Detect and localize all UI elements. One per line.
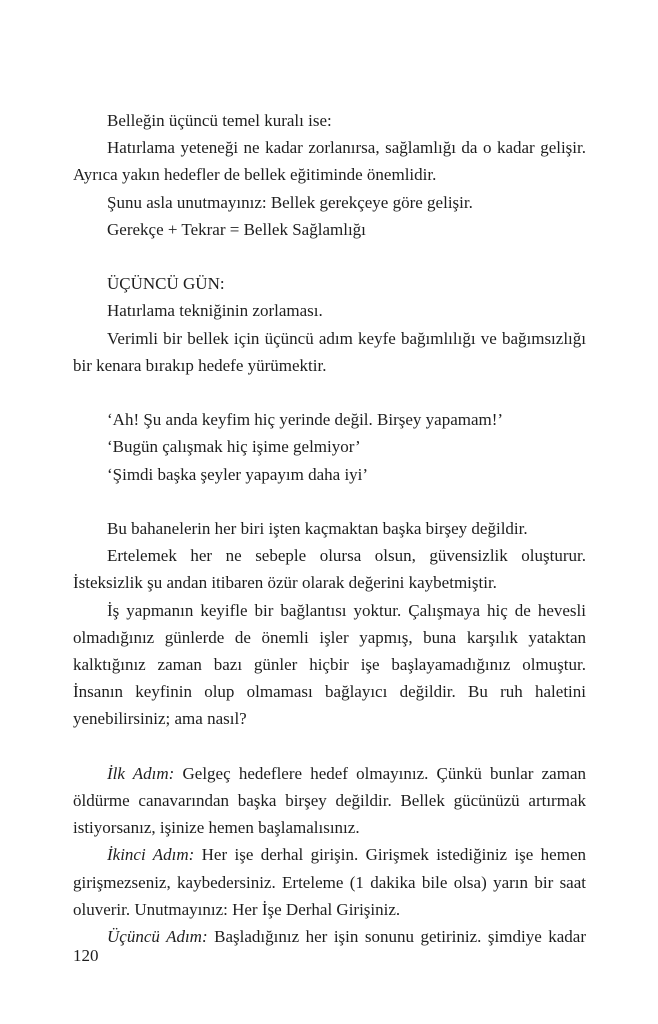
paragraph: Hatırlama yeteneği ne kadar zorlanırsa, sağlamlığı da o kadar gelişir. Ayrıca yakın hedefler de bellek eğitiminde önemlidir. xyxy=(73,138,586,185)
spacer xyxy=(73,379,586,406)
step-label: Üçüncü Adım: xyxy=(107,927,208,947)
page-body xyxy=(73,107,586,950)
paragraph: Şunu asla unutmayınız: Bellek gerekçeye göre gelişir. xyxy=(107,192,473,212)
section-heading: ÜÇÜNCÜ GÜN: xyxy=(107,274,225,294)
step-text: Gelgeç hedeflere hedef olmayınız. Çünkü bunlar zaman öldürme canavarından başka birşey değildir. Bellek gücünüzü artırmak istiyorsanız, işinize hemen başlamalısınız. xyxy=(73,763,586,838)
step-paragraph xyxy=(73,760,586,842)
spacer xyxy=(73,488,586,515)
step-label: İlk Adım: xyxy=(107,763,175,783)
step-paragraph xyxy=(73,841,586,923)
paragraph: Belleğin üçüncü temel kuralı ise: xyxy=(107,111,332,130)
step-text: Başladığınız her işin sonunu getiriniz. şimdiye kadar xyxy=(207,927,586,947)
spacer xyxy=(73,243,586,270)
spacer xyxy=(73,733,586,760)
paragraph: İş yapmanın keyifle bir bağlantısı yoktur. Çalışmaya hiç de hevesli olmadığınız günlerde de önemli işler yapmış, buna karşılık yataktan kalktığınız zaman bazı günler hiçbir işe başlayamadığınız olmuştur. İnsanın keyfinin olup olmaması bağlayıcı değildir. Bu ruh haletini yenebilirsiniz; ama nasıl? xyxy=(73,600,586,729)
step-paragraph xyxy=(73,923,586,950)
paragraph: Gerekçe + Tekrar = Bellek Sağlamlığı xyxy=(107,219,366,239)
step-text: Her işe derhal girişin. Girişmek istediğiniz işe hemen girişmezseniz, kaybedersiniz. Erteleme (1 dakika bile olsa) yarın bir saat oluverir. Unutmayınız: Her İşe Derhal Girişiniz. xyxy=(73,845,586,919)
step-label: İkinci Adım: xyxy=(107,845,195,865)
quote-line: ‘Ah! Şu anda keyfim hiç yerinde değil. Birşey yapamam!’ xyxy=(107,410,504,430)
paragraph: Hatırlama tekniğinin zorlaması. xyxy=(107,301,323,321)
quote-line: ‘Şimdi başka şeyler yapayım daha iyi’ xyxy=(107,464,369,484)
paragraph: Verimli bir bellek için üçüncü adım keyfe bağımlılığı ve bağımsızlığı bir kenara bırakıp hedefe yürümektir. xyxy=(73,328,586,375)
page-number: 120 xyxy=(73,946,99,965)
paragraph: Bu bahanelerin her biri işten kaçmaktan başka birşey değildir. xyxy=(107,519,528,538)
paragraph: Ertelemek her ne sebeple olursa olsun, güvensizlik oluşturur. İsteksizlik şu andan itibaren özür olarak değerini kaybetmiştir. xyxy=(73,546,586,593)
quote-line: ‘Bugün çalışmak hiç işime gelmiyor’ xyxy=(107,437,361,457)
